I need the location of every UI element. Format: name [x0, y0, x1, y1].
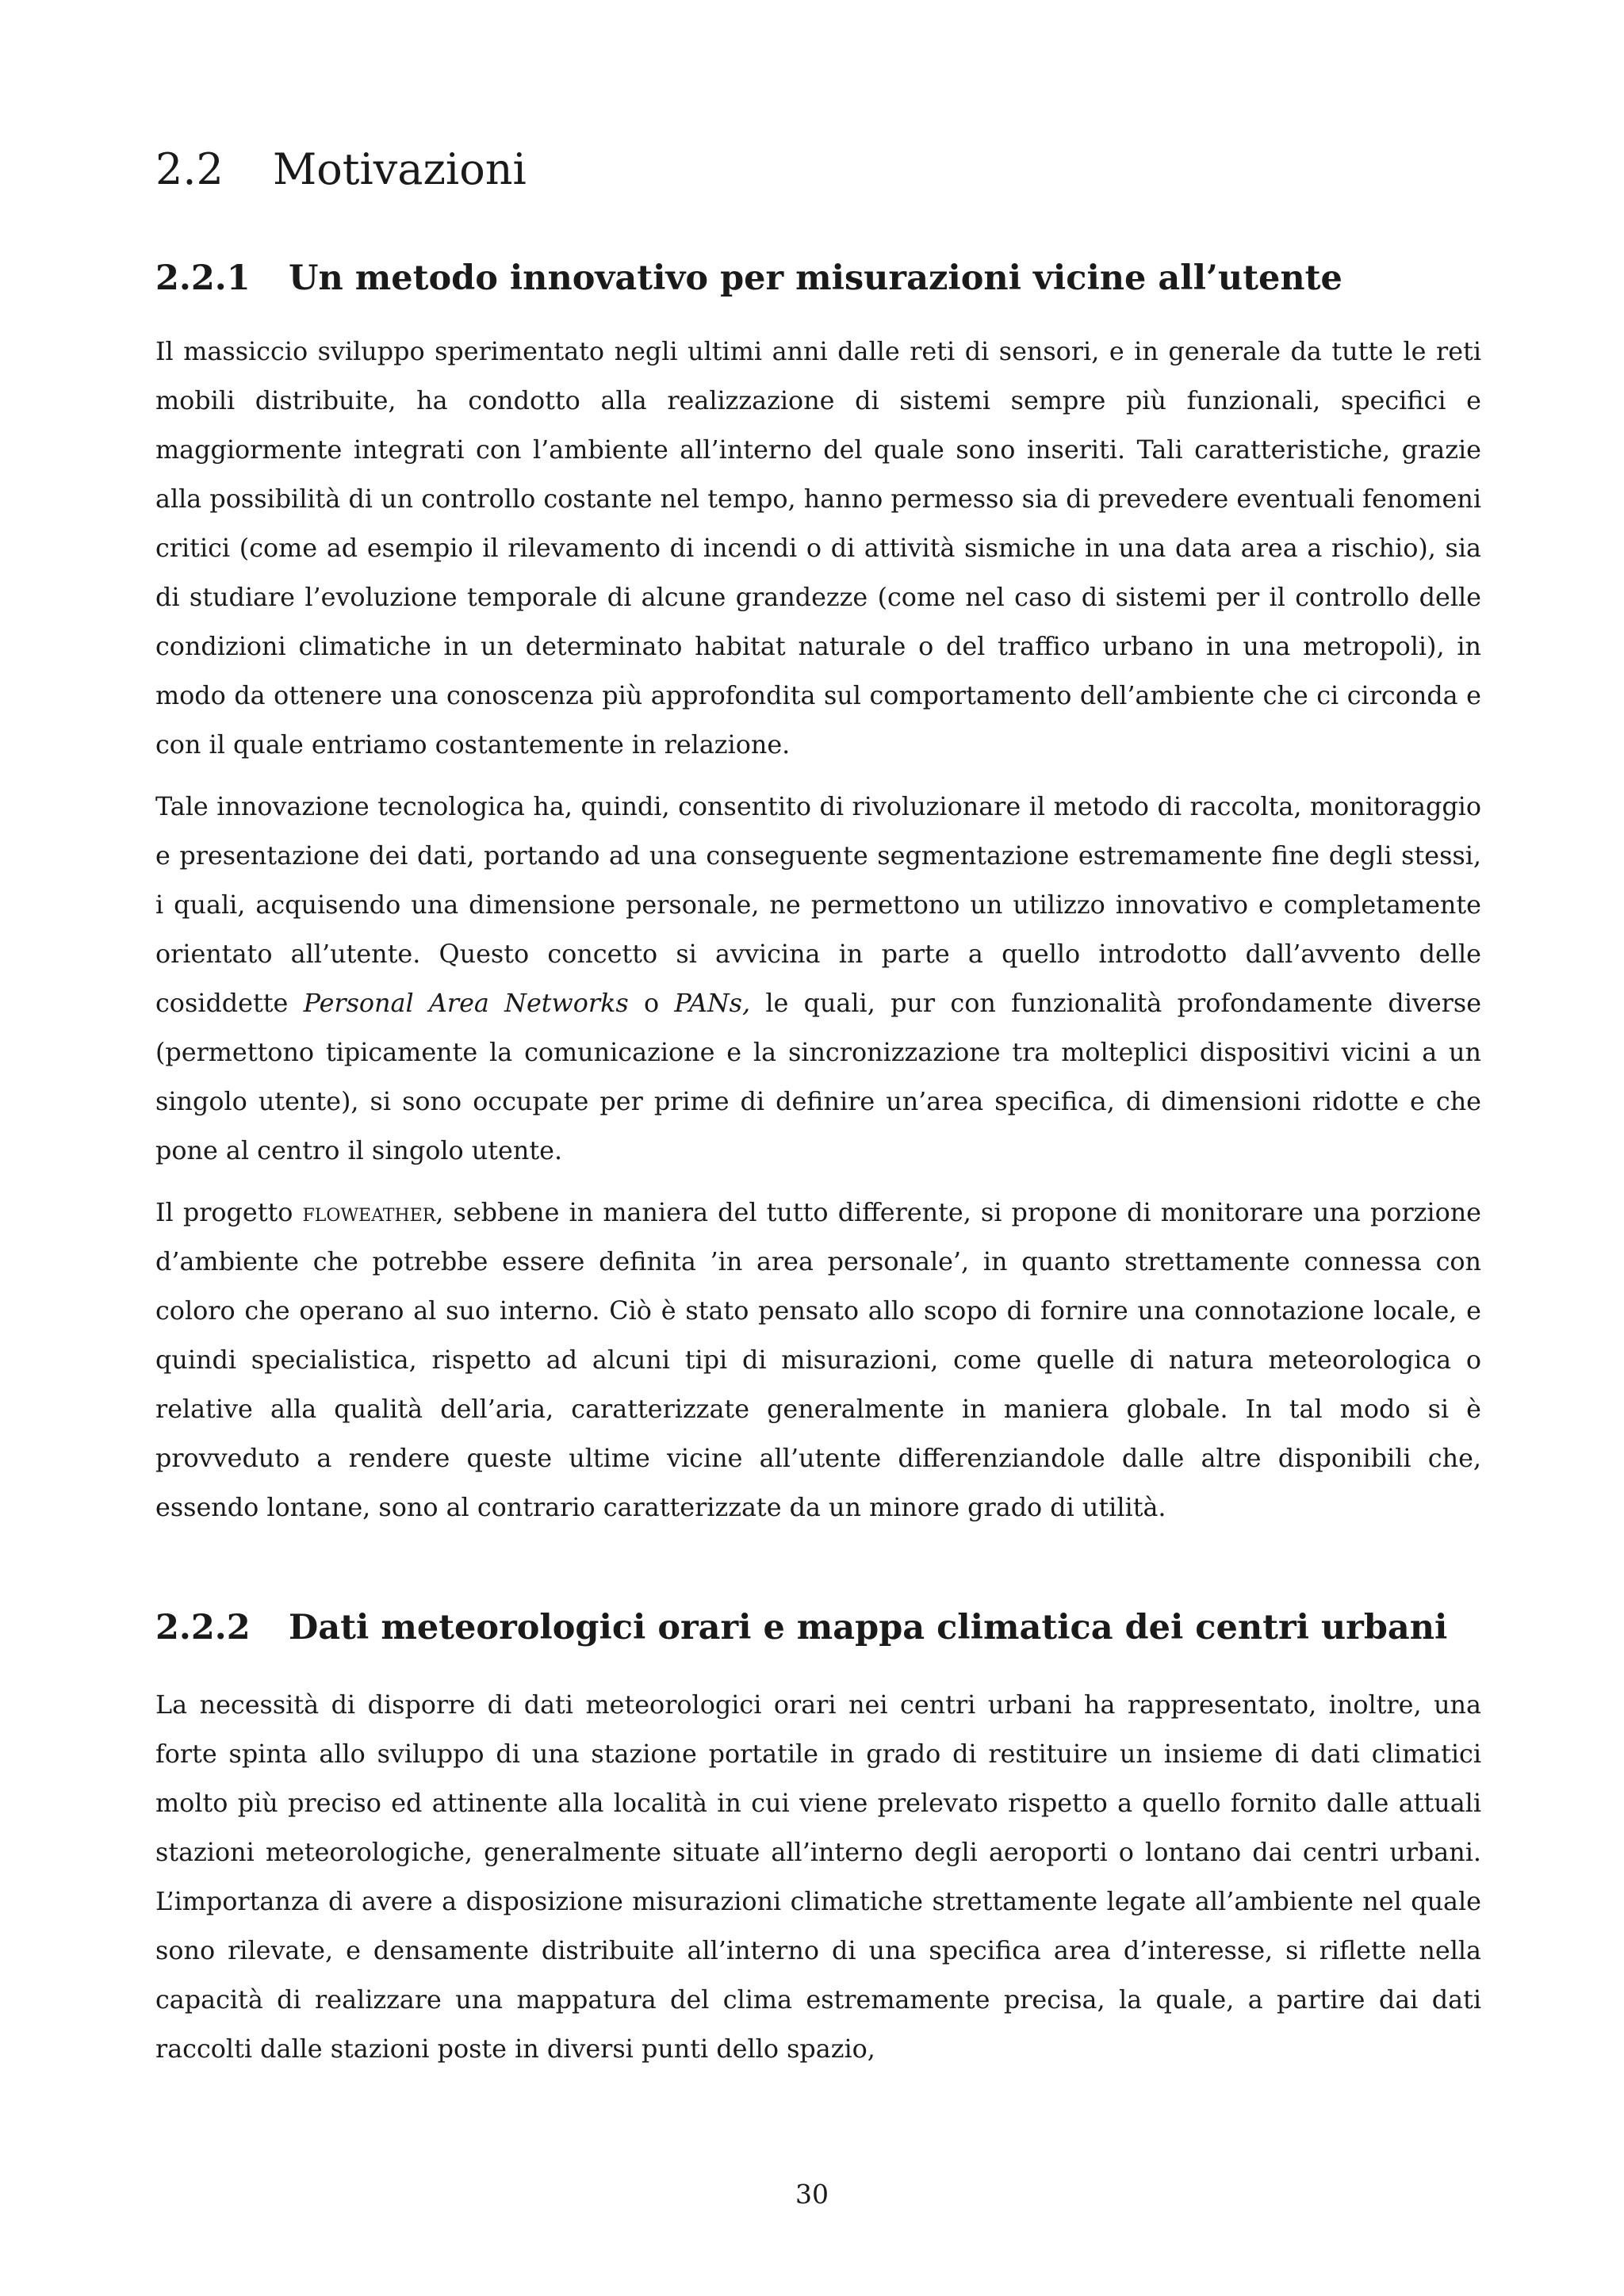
subsection-title-2: Dati meteorologici orari e mappa climatica dei centri urbani — [289, 1608, 1448, 1648]
subsection-number-1: 2.2.1 — [155, 258, 251, 298]
section-heading — [155, 144, 1481, 196]
subsection-title-1: Un metodo innovativo per misurazioni vicine all’utente — [289, 258, 1342, 298]
subsection-number-2: 2.2.2 — [155, 1608, 251, 1648]
subsection-heading-1 — [155, 258, 1481, 300]
paragraph-2-text-c: le quali, pur con funzionalità profondamente diverse (permettono tipicamente la comunicazione e la sincronizzazione tra molteplici dispositivi vicini a un singolo utente), si sono occupate per prime di definire un’area specifica, di dimensioni ridotte e che pone al centro il singolo utente. — [155, 989, 1482, 1166]
paragraph-2-text-b: o — [628, 989, 675, 1019]
page-number: 30 — [795, 2179, 829, 2210]
paragraph-2-text-a: Tale innovazione tecnologica ha, quindi, consentito di rivoluzionare il metodo di raccolta, monitoraggio e presentazione dei dati, portando ad una conseguente segmentazione estremamente fine degli stessi, i quali, acquisendo una dimensione personale, ne permettono un utilizzo innovativo e completamente orientato all’utente. Questo concetto si avvicina in parte a quello introdotto dall’avvento delle cosiddette — [155, 792, 1481, 1019]
paragraph-3-text-a: Il progetto — [155, 1198, 303, 1228]
page-content — [155, 135, 1481, 2074]
paragraph-1: Il massiccio sviluppo sperimentato negli ultimi anni dalle reti di sensori, e in generale da tutte le reti mobili distribuite, ha condotto alla realizzazione di sistemi sempre più funzionali, specifici e maggiormente integrati con l’ambiente all’interno del quale sono inseriti. Tali caratteristiche, grazie alla possibilità di un controllo costante nel tempo, hanno permesso sia di prevedere eventuali fenomeni critici (come ad esempio il rilevamento di incendi o di attività sismiche in una data area a rischio), sia di studiare l’evoluzione temporale di alcune grandezze (come nel caso di sistemi per il controllo delle condizioni climatiche in un determinato habitat naturale o del traffico urbano in una metropoli), in modo da ottenere una conoscenza più approfondita sul comportamento dell’ambiente che ci circonda e con il quale entriamo costantemente in relazione. — [155, 337, 1481, 760]
section-number: 2.2 — [155, 144, 224, 194]
paragraph-3 — [155, 1188, 1481, 1533]
subsection-heading-2 — [155, 1608, 1481, 1649]
section-title: Motivazioni — [273, 144, 527, 194]
pans-term: PANs, — [674, 989, 751, 1019]
project-name: floweather — [302, 1198, 436, 1228]
paragraph-4: La necessità di disporre di dati meteorologici orari nei centri urbani ha rappresentato, inoltre, una forte spinta allo sviluppo di una stazione portatile in grado di restituire un insieme di dati climatici molto più preciso ed attinente alla località in cui viene prelevato rispetto a quello fornito dalle attuali stazioni meteorologiche, generalmente situate all’interno degli aeroporti o lontano dai centri urbani. L’importanza di avere a disposizione misurazioni climatiche strettamente legate all’ambiente nel quale sono rilevate, e densamente distribuite all’interno di una specifica area d’interesse, si riflette nella capacità di realizzare una mappatura del clima estremamente precisa, la quale, a partire dai dati raccolti dalle stazioni poste in diversi punti dello spazio, — [155, 1689, 1481, 2064]
paragraph-3-text-b: , sebbene in maniera del tutto differente, si propone di monitorare una porzione d’ambiente che potrebbe essere definita ’in area personale’, in quanto strettamente connessa con coloro che operano al suo interno. Ciò è stato pensato allo scopo di fornire una connotazione locale, e quindi specialistica, rispetto ad alcuni tipi di misurazioni, come quelle di natura meteorologica o relative alla qualità dell’aria, caratterizzate generalmente in maniera globale. In tal modo si è provveduto a rendere queste ultime vicine all’utente differenziandole dalle altre disponibili che, essendo lontane, sono al contrario caratterizzate da un minore grado di utilità. — [155, 1198, 1482, 1523]
paragraph-2 — [155, 783, 1481, 1176]
personal-area-networks-term: Personal Area Networks — [303, 989, 629, 1019]
